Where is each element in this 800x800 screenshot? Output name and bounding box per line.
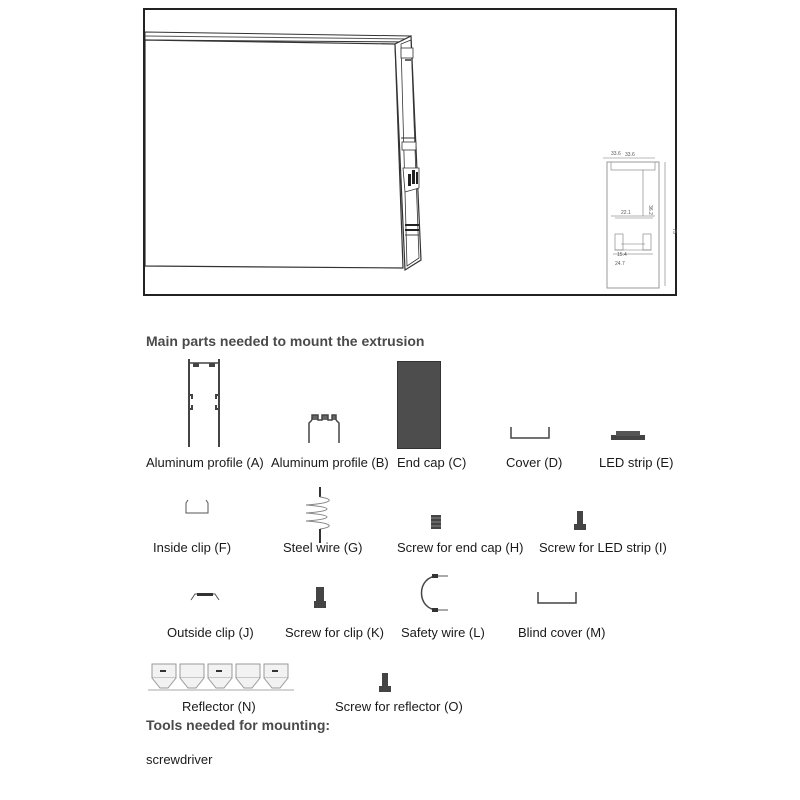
part-label-k: Screw for clip (K) — [285, 625, 384, 640]
part-label-m: Blind cover (M) — [518, 625, 606, 640]
reflector-icon — [148, 660, 296, 692]
part-label-o: Screw for reflector (O) — [335, 699, 463, 714]
part-label-i: Screw for LED strip (I) — [539, 540, 667, 555]
svg-text:33.6: 33.6 — [625, 152, 635, 158]
outside-clip-icon — [189, 590, 223, 604]
aluminum-profile-b-icon — [306, 413, 346, 445]
part-label-b: Aluminum profile (B) — [271, 455, 389, 470]
part-label-f: Inside clip (F) — [153, 540, 232, 555]
dim-inner-width: 22.1 — [621, 210, 631, 216]
dim-slot-width: 15.4 — [617, 252, 627, 258]
screw-end-cap-icon — [428, 514, 444, 530]
end-cap-icon — [397, 361, 441, 449]
part-label-l: Safety wire (L) — [401, 625, 485, 640]
dim-bottom-width: 24.7 — [615, 261, 625, 267]
part-label-c: End cap (C) — [397, 455, 467, 470]
tools-heading: Tools needed for mounting: — [146, 717, 331, 733]
dim-overall-width: 33.6 — [611, 151, 621, 157]
aluminum-profile-a-icon — [185, 357, 225, 449]
steel-wire-icon — [300, 487, 340, 543]
parts-heading: Main parts needed to mount the extrusion — [146, 333, 425, 349]
inside-clip-icon — [184, 497, 212, 517]
part-label-e: LED strip (E) — [599, 455, 674, 470]
led-strip-icon — [610, 430, 650, 442]
screw-reflector-icon — [377, 672, 393, 694]
dim-overall-height: 75 — [670, 228, 677, 234]
part-label-g: Steel wire (G) — [283, 540, 363, 555]
extrusion-drawing-frame — [143, 8, 677, 296]
screw-led-strip-icon — [572, 510, 588, 532]
part-label-j: Outside clip (J) — [167, 625, 254, 640]
screw-clip-icon — [312, 586, 328, 610]
blind-cover-icon — [534, 590, 580, 606]
part-label-d: Cover (D) — [506, 455, 563, 470]
tool-screwdriver: screwdriver — [146, 752, 213, 767]
dim-inner-height: 36.2 — [646, 205, 653, 215]
safety-wire-icon — [412, 573, 448, 613]
part-label-a: Aluminum profile (A) — [146, 455, 264, 470]
profile-cross-section — [603, 152, 665, 288]
cover-icon — [508, 425, 552, 441]
extrusion-perspective-drawing — [145, 10, 675, 294]
part-label-h: Screw for end cap (H) — [397, 540, 524, 555]
part-label-n: Reflector (N) — [182, 699, 256, 714]
